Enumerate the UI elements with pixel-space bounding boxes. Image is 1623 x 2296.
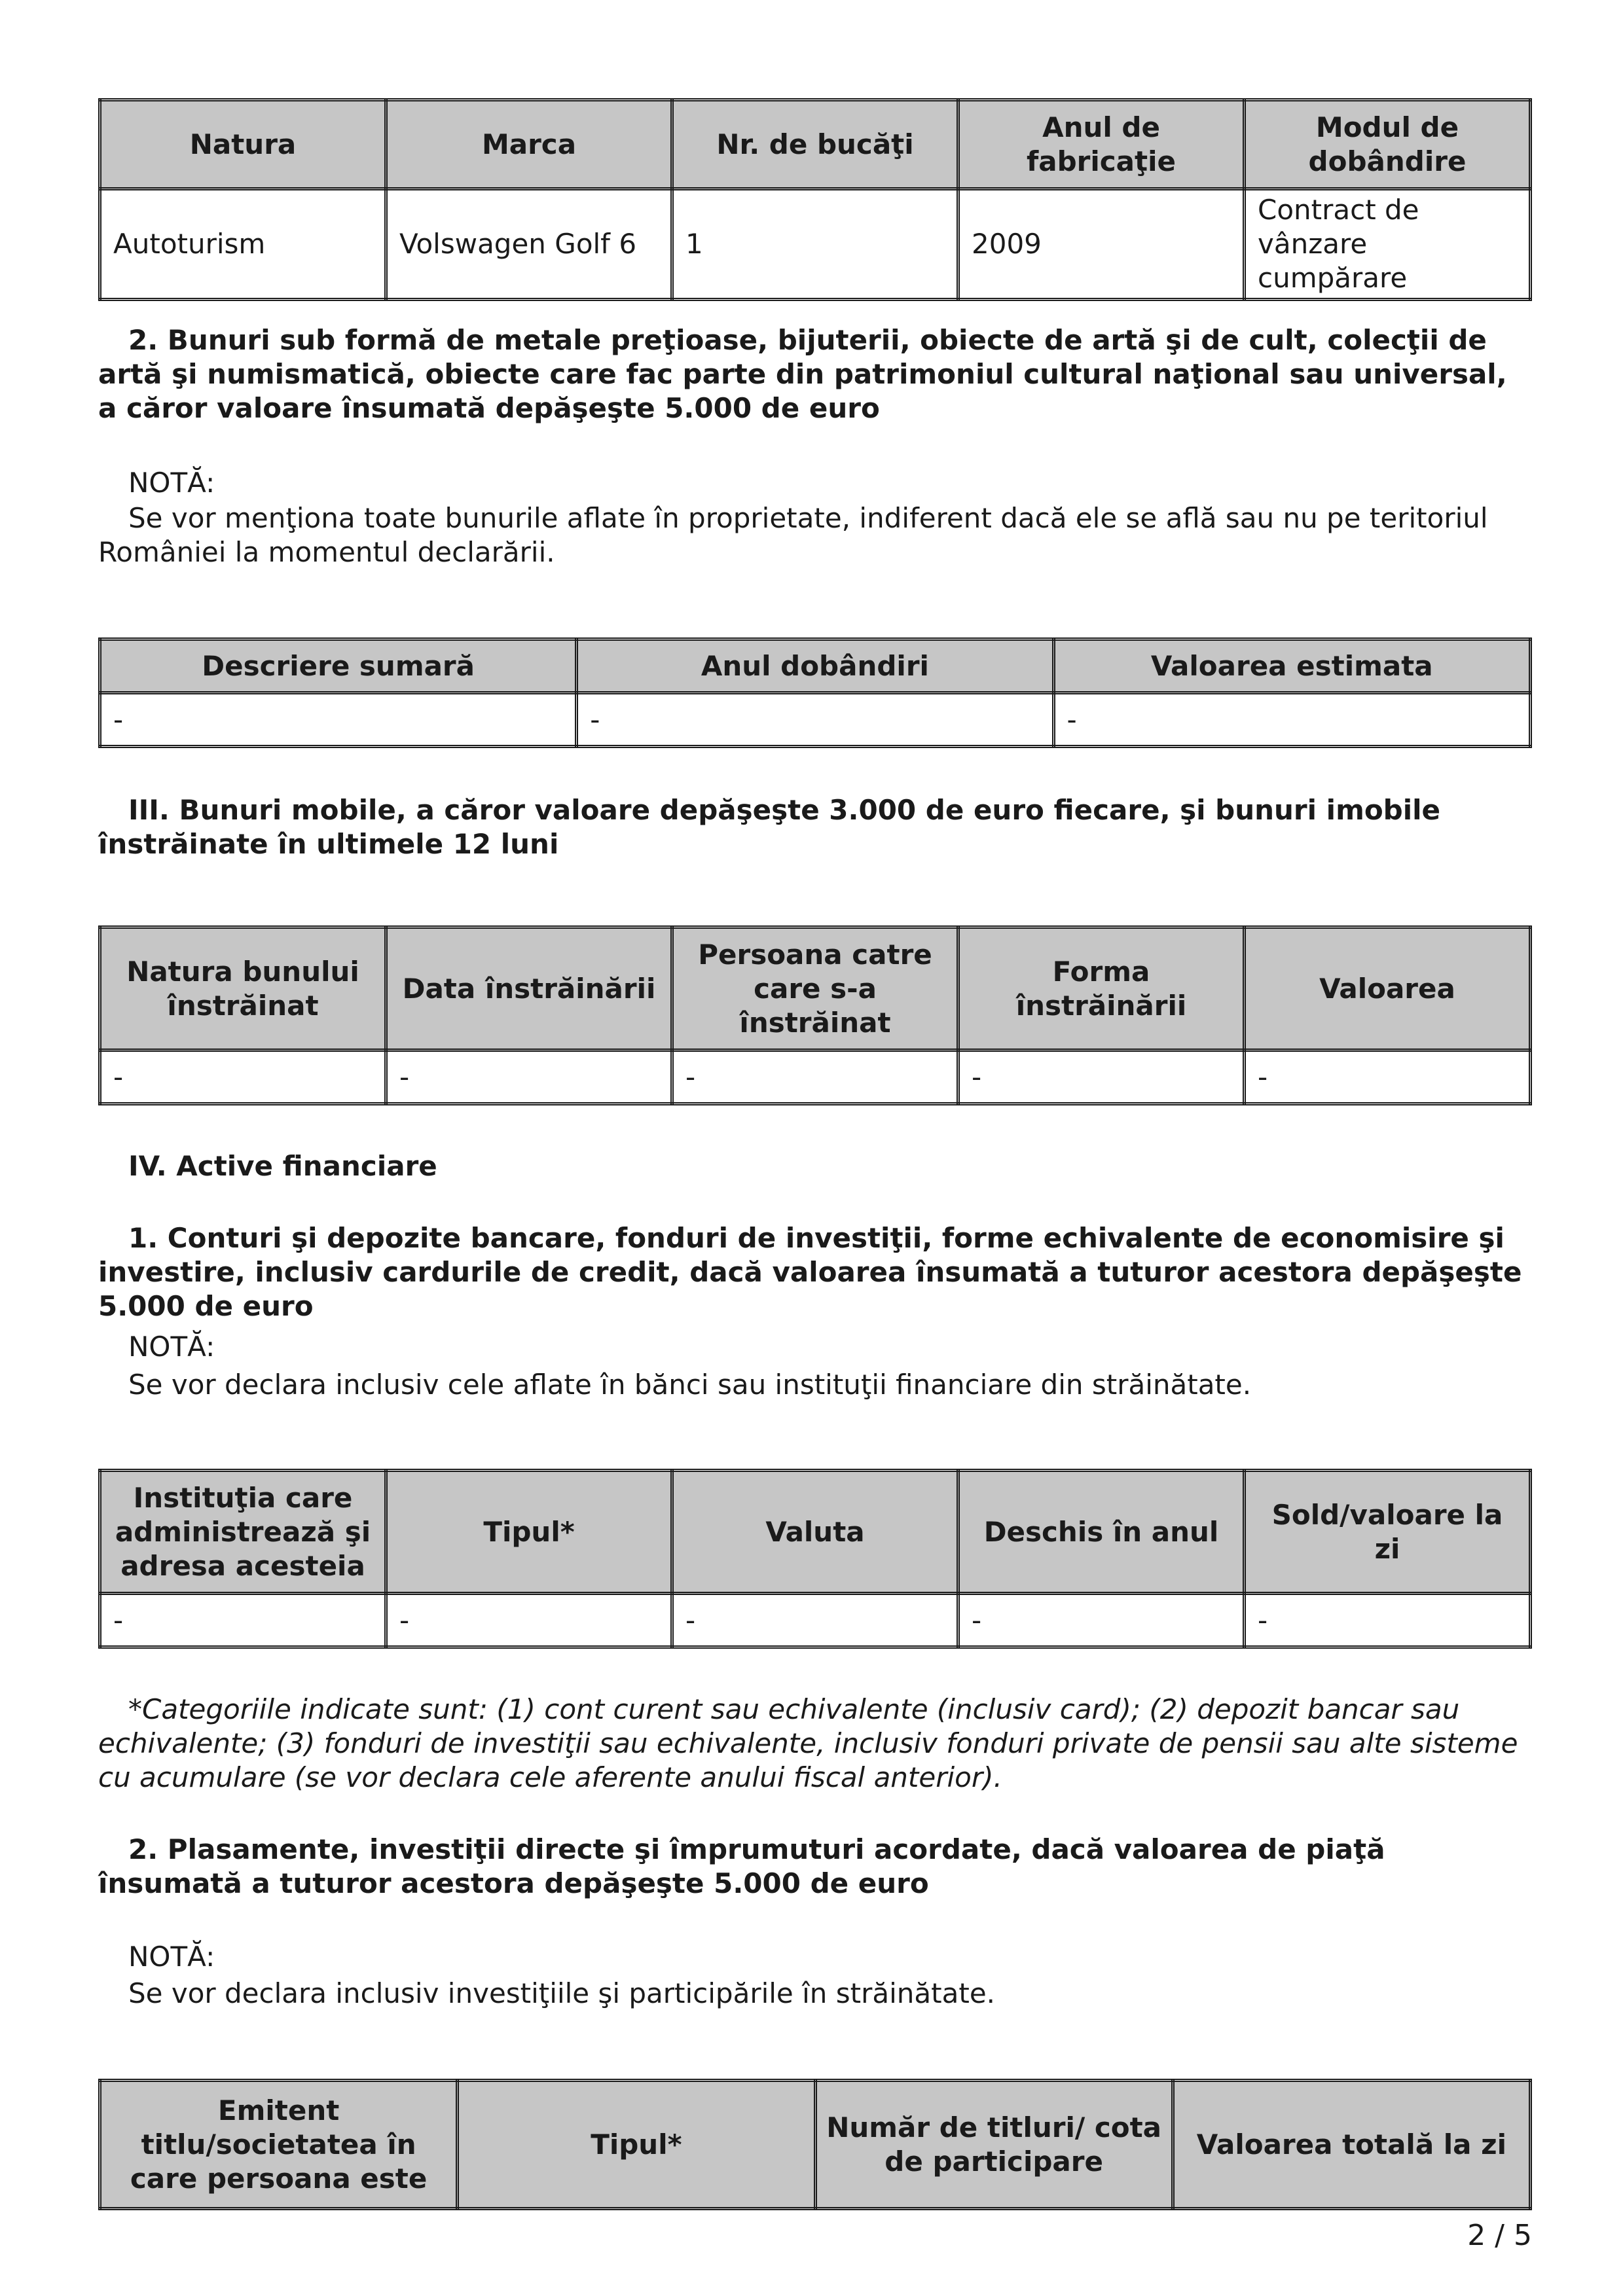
column-header: Natura bbox=[100, 100, 386, 189]
note-text: Se vor menţiona toate bunurile aflate în proprietate, indiferent dacă ele se află sau nu pe teritoriul României la momentul declarării. bbox=[98, 502, 1488, 568]
column-header: Nr. de bucăţi bbox=[672, 100, 958, 189]
accounts-table bbox=[98, 1469, 1532, 1649]
column-header: Emitent titlu/societatea în care persoana este bbox=[100, 2081, 458, 2209]
table-cell: - bbox=[1245, 1050, 1531, 1104]
table-cell: - bbox=[100, 1050, 386, 1104]
column-header: Marca bbox=[386, 100, 672, 189]
column-header: Anul de fabricaţie bbox=[958, 100, 1245, 189]
note-label: NOTĂ: bbox=[128, 1331, 215, 1363]
table-cell: Contract de vânzare cumpărare bbox=[1245, 189, 1531, 300]
table-cell: - bbox=[100, 1594, 386, 1647]
table-cell: - bbox=[1245, 1594, 1531, 1647]
table-cell: - bbox=[1053, 693, 1531, 747]
column-header: Anul dobândiri bbox=[577, 639, 1053, 693]
table-header-row bbox=[100, 1471, 1531, 1594]
note-label: NOTĂ: bbox=[128, 1941, 215, 1973]
metals-table bbox=[98, 637, 1532, 748]
table-row bbox=[100, 1050, 1531, 1104]
table-cell: - bbox=[672, 1594, 958, 1647]
section-heading: IV. Active financiare bbox=[128, 1150, 437, 1182]
document-page bbox=[98, 0, 1532, 2296]
note-text: Se vor declara inclusiv cele aflate în bănci sau instituţii financiare din străinătate. bbox=[128, 1369, 1252, 1401]
table-header-row bbox=[100, 927, 1531, 1050]
table-header-row bbox=[100, 100, 1531, 189]
column-header: Valoarea totală la zi bbox=[1173, 2081, 1530, 2209]
subsection-heading: 2. Plasamente, investiţii directe şi împrumuturi acordate, dacă valoarea de piaţă însumată a tuturor acestora depăşeşte 5.000 de euro bbox=[98, 1833, 1385, 1899]
column-header: Sold/valoare la zi bbox=[1245, 1471, 1531, 1594]
column-header: Persoana catre care s-a înstrăinat bbox=[672, 927, 958, 1050]
column-header: Natura bunului înstrăinat bbox=[100, 927, 386, 1050]
table-header-row bbox=[100, 2081, 1531, 2209]
column-header: Descriere sumară bbox=[100, 639, 577, 693]
page-number: 2 / 5 bbox=[1467, 2219, 1532, 2252]
table-cell: 2009 bbox=[958, 189, 1245, 300]
table-cell: - bbox=[577, 693, 1053, 747]
column-header: Instituţia care administrează şi adresa acesteia bbox=[100, 1471, 386, 1594]
column-header: Forma înstrăinării bbox=[958, 927, 1245, 1050]
table-cell: - bbox=[958, 1050, 1245, 1104]
column-header: Număr de titluri/ cota de participare bbox=[815, 2081, 1173, 2209]
alienated-table bbox=[98, 925, 1532, 1105]
section-heading: 2. Bunuri sub formă de metale preţioase, bijuterii, obiecte de artă şi de cult, colecţii de artă şi numismatică, obiecte care fac parte din patrimoniul cultural naţional sau universal, a căror valoare însumată depăşeşte 5.000 de euro bbox=[98, 324, 1507, 424]
column-header: Valoarea estimata bbox=[1053, 639, 1531, 693]
table-row bbox=[100, 693, 1531, 747]
table-cell: Autoturism bbox=[100, 189, 386, 300]
placements-table bbox=[98, 2079, 1532, 2210]
note-text: Se vor declara inclusiv investiţiile şi participările în străinătate. bbox=[128, 1977, 996, 2009]
table-header-row bbox=[100, 639, 1531, 693]
column-header: Deschis în anul bbox=[958, 1471, 1245, 1594]
table-cell: - bbox=[672, 1050, 958, 1104]
table-row bbox=[100, 189, 1531, 300]
footnote: *Categoriile indicate sunt: (1) cont curent sau echivalente (inclusiv card); (2) depozit bancar sau echivalente; (3) fonduri de investiţii sau echivalente, inclusiv fonduri private de pensii sau alte sisteme cu acumulare (se vor declara cele aferente anului fiscal anterior). bbox=[98, 1693, 1518, 1793]
table-row bbox=[100, 1594, 1531, 1647]
subsection-heading: 1. Conturi şi depozite bancare, fonduri de investiţii, forme echivalente de economisire şi investire, inclusiv cardurile de credit, dacă valoarea însumată a tuturor acestora depăşeşte 5.000 de euro bbox=[98, 1222, 1522, 1322]
note-label: NOTĂ: bbox=[128, 467, 215, 499]
table-cell: - bbox=[386, 1050, 672, 1104]
table-cell: 1 bbox=[672, 189, 958, 300]
column-header: Tipul* bbox=[458, 2081, 815, 2209]
column-header: Data înstrăinării bbox=[386, 927, 672, 1050]
table-cell: - bbox=[100, 693, 577, 747]
column-header: Tipul* bbox=[386, 1471, 672, 1594]
table-cell: Volswagen Golf 6 bbox=[386, 189, 672, 300]
section-heading: III. Bunuri mobile, a căror valoare depăşeşte 3.000 de euro fiecare, şi bunuri imobile înstrăinate în ultimele 12 luni bbox=[98, 794, 1441, 860]
column-header: Valoarea bbox=[1245, 927, 1531, 1050]
table-cell: - bbox=[958, 1594, 1245, 1647]
table-cell: - bbox=[386, 1594, 672, 1647]
vehicles-table bbox=[98, 98, 1532, 301]
column-header: Modul de dobândire bbox=[1245, 100, 1531, 189]
column-header: Valuta bbox=[672, 1471, 958, 1594]
